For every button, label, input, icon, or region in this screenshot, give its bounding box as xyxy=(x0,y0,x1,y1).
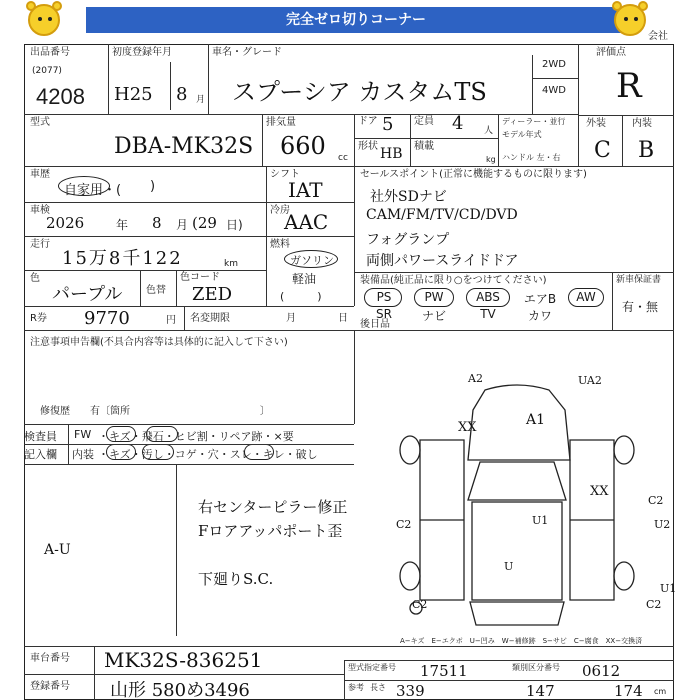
mark-a1: A1 xyxy=(526,412,546,428)
height-value: 174 xyxy=(614,682,643,700)
equip-sr: SR xyxy=(376,307,392,321)
fuel-diesel: 軽油 xyxy=(292,272,317,286)
registration-value: 山形 580め3496 xyxy=(110,680,250,700)
length-label: 長さ xyxy=(370,683,386,692)
sales-item-4: 両側パワースライドドア xyxy=(366,253,519,269)
mascot-icon xyxy=(614,4,646,36)
car-damage-diagram xyxy=(360,370,677,636)
recycle-unit: 円 xyxy=(166,315,176,326)
displacement-value: 660 xyxy=(280,132,326,160)
equip-navi: ナビ xyxy=(421,309,446,323)
sales-item-2: CAM/FM/TV/CD/DVD xyxy=(366,207,518,223)
mark-u2: U2 xyxy=(654,518,671,531)
grade-ext-label: 外装 xyxy=(586,118,606,129)
type-label: 型式指定番号 xyxy=(348,663,396,672)
remarks-line-1: 右センターピラー修正 xyxy=(198,498,348,516)
checker-label-1: 検査員 xyxy=(24,430,57,443)
inspection-label: 車検 xyxy=(30,205,50,216)
recycle-value: 9770 xyxy=(84,308,130,329)
handle-label: ハンドル 左・右 xyxy=(502,153,561,162)
model-value: DBA-MK32S xyxy=(114,134,254,159)
ac-label: 冷房 xyxy=(270,205,290,216)
checker-row-2: ・キズ・汚し・コゲ・穴・スレ・キレ・破し xyxy=(98,448,318,461)
mark-ua2: UA2 xyxy=(578,374,602,387)
inspection-month: 8 xyxy=(152,214,162,232)
model-label: 型式 xyxy=(30,117,50,128)
registration-label: 登録番号 xyxy=(30,681,70,692)
capacity-label: 定員 xyxy=(414,116,434,127)
remarks-left: A-U xyxy=(44,542,71,558)
checker-label-2: 記入欄 xyxy=(24,448,57,461)
load-label: 積載 xyxy=(414,141,434,152)
grade-score: R xyxy=(616,66,642,106)
load-unit: kg xyxy=(486,155,496,164)
size-unit: cm xyxy=(654,687,667,696)
equip-pw: PW xyxy=(424,290,444,304)
color-label: 色 xyxy=(30,273,40,284)
fuel-label: 燃料 xyxy=(270,239,290,250)
mark-xx-front: XX xyxy=(458,420,477,435)
doors-value: 5 xyxy=(382,114,394,135)
damage-legend: A−キズ E−エクボ U−凹み W−補修跡 S−サビ C−腐食 XX−交換済 xyxy=(400,637,643,645)
shift-label: シフト xyxy=(270,169,300,180)
color-value: パープル xyxy=(52,284,123,305)
type-value: 17511 xyxy=(420,662,468,680)
mark-u1-rear: U1 xyxy=(660,582,677,595)
equip-airbag: エアB xyxy=(523,292,557,306)
remarks-line-2: Fロアアッパポート歪 xyxy=(198,522,343,540)
class-value: 0612 xyxy=(582,662,621,680)
grade-int-label: 内装 xyxy=(632,118,652,129)
color-code-label: 色コード xyxy=(180,272,220,283)
first-reg-label: 初度登録年月 xyxy=(112,47,172,58)
mark-xx-right: XX xyxy=(590,484,609,499)
remarks-line-3: 下廻りS.C. xyxy=(198,570,274,588)
checker-int-label: 内装 xyxy=(72,448,94,461)
model-year-label: モデル年式 xyxy=(502,130,542,139)
name-change-day-unit: 日 xyxy=(338,313,348,324)
equip-tv: TV xyxy=(480,307,496,321)
equip-ps: PS xyxy=(376,290,392,304)
color-code: ZED xyxy=(192,284,233,305)
repair-history: 修復歴 有〔箇所 〕 xyxy=(40,406,270,417)
inspection-day-unit: 日) xyxy=(226,218,243,232)
fuel-bracket: ( ) xyxy=(280,290,322,303)
header-banner xyxy=(0,0,700,44)
equip-abs: ABS xyxy=(476,290,500,304)
mark-c2-left: C2 xyxy=(396,518,412,531)
displacement-label: 排気量 xyxy=(266,117,296,128)
car-label: 車名・グレード xyxy=(212,47,282,58)
lot-sub: (2077) xyxy=(32,66,62,76)
equip-aw: AW xyxy=(576,290,596,304)
checker-row-1: ・キズ・飛石・ヒビ割・リペア跡・×要 xyxy=(98,430,294,443)
first-reg-era: H25 xyxy=(114,84,153,105)
history-label: 車歴 xyxy=(30,169,50,180)
ac-value: AAC xyxy=(284,210,329,234)
shift-value: IAT xyxy=(288,178,323,202)
mileage-label: 走行 xyxy=(30,239,50,250)
chassis-label: 車台番号 xyxy=(30,653,70,664)
mark-u: U xyxy=(504,560,514,573)
car-name: スプーシア カスタムTS xyxy=(232,78,487,106)
drive-4wd: 4WD xyxy=(542,85,566,96)
mark-c2-right: C2 xyxy=(648,494,664,507)
doors-label: ドア xyxy=(358,116,378,127)
name-change-month-unit: 月 xyxy=(286,313,296,324)
mark-c2-rear-right: C2 xyxy=(646,598,662,611)
grade-ext: C xyxy=(594,138,611,163)
color-change-label: 色替 xyxy=(146,285,166,296)
inspection-month-unit: 月 xyxy=(176,218,189,232)
ref-label: 参考 xyxy=(348,683,364,692)
inspection-year-unit: 年 xyxy=(116,218,129,232)
displacement-unit: cc xyxy=(338,153,348,163)
grade-int: B xyxy=(638,138,655,163)
warranty-value: 有・無 xyxy=(622,300,659,314)
mileage-unit: km xyxy=(224,259,238,269)
chassis-value: MK32S-836251 xyxy=(104,648,263,672)
sales-item-1: 社外SDナビ xyxy=(370,189,447,205)
mark-a2: A2 xyxy=(468,372,483,385)
first-reg-month-unit: 月 xyxy=(196,95,206,105)
lot-label: 出品番号 xyxy=(30,47,70,58)
length-value: 339 xyxy=(396,682,425,700)
sales-item-3: フォグランプ xyxy=(366,232,450,248)
class-label: 類別区分番号 xyxy=(512,663,560,672)
lot-number: 4208 xyxy=(36,84,85,109)
recycle-label: R券 xyxy=(30,313,47,324)
name-change-label: 名変期限 xyxy=(190,313,230,324)
rear-seat-label: 後日品 xyxy=(360,319,390,330)
notes-label: 注意事項申告欄(不具合内容等は具体的に記入して下さい) xyxy=(30,337,288,348)
dealer-label: ディーラー・並行 xyxy=(502,117,566,126)
grade-label: 評価点 xyxy=(596,47,626,58)
company-label: 会社 xyxy=(648,31,668,42)
shape-label: 形状 xyxy=(358,141,378,152)
mark-c2-rear-left: C2 xyxy=(412,598,428,611)
sales-label: セールスポイント(正常に機能するものに限ります) xyxy=(360,169,587,180)
mark-u1-center: U1 xyxy=(532,514,549,527)
checker-fw: FW xyxy=(74,428,92,441)
equip-leather: カワ xyxy=(527,309,552,323)
mileage-value: 15万8千122 xyxy=(62,248,183,269)
history-value: 自家用・( xyxy=(64,183,122,198)
drive-2wd: 2WD xyxy=(542,59,566,70)
capacity-unit: 人 xyxy=(484,126,494,136)
width-value: 147 xyxy=(526,682,555,700)
warranty-label: 新車保証書 xyxy=(616,275,662,285)
equipment-label: 装備品(純正品に限り○をつけてください) xyxy=(360,275,547,286)
banner-title: 完全ゼロ切りコーナー xyxy=(86,7,626,33)
inspection-year: 2026 xyxy=(46,214,85,232)
mascot-icon xyxy=(28,4,60,36)
fuel-gasoline: ガソリン xyxy=(290,254,334,267)
capacity-value: 4 xyxy=(452,113,464,134)
inspection-day: (29 xyxy=(192,214,217,232)
first-reg-month: 8 xyxy=(176,84,188,105)
shape-value: HB xyxy=(380,146,403,162)
